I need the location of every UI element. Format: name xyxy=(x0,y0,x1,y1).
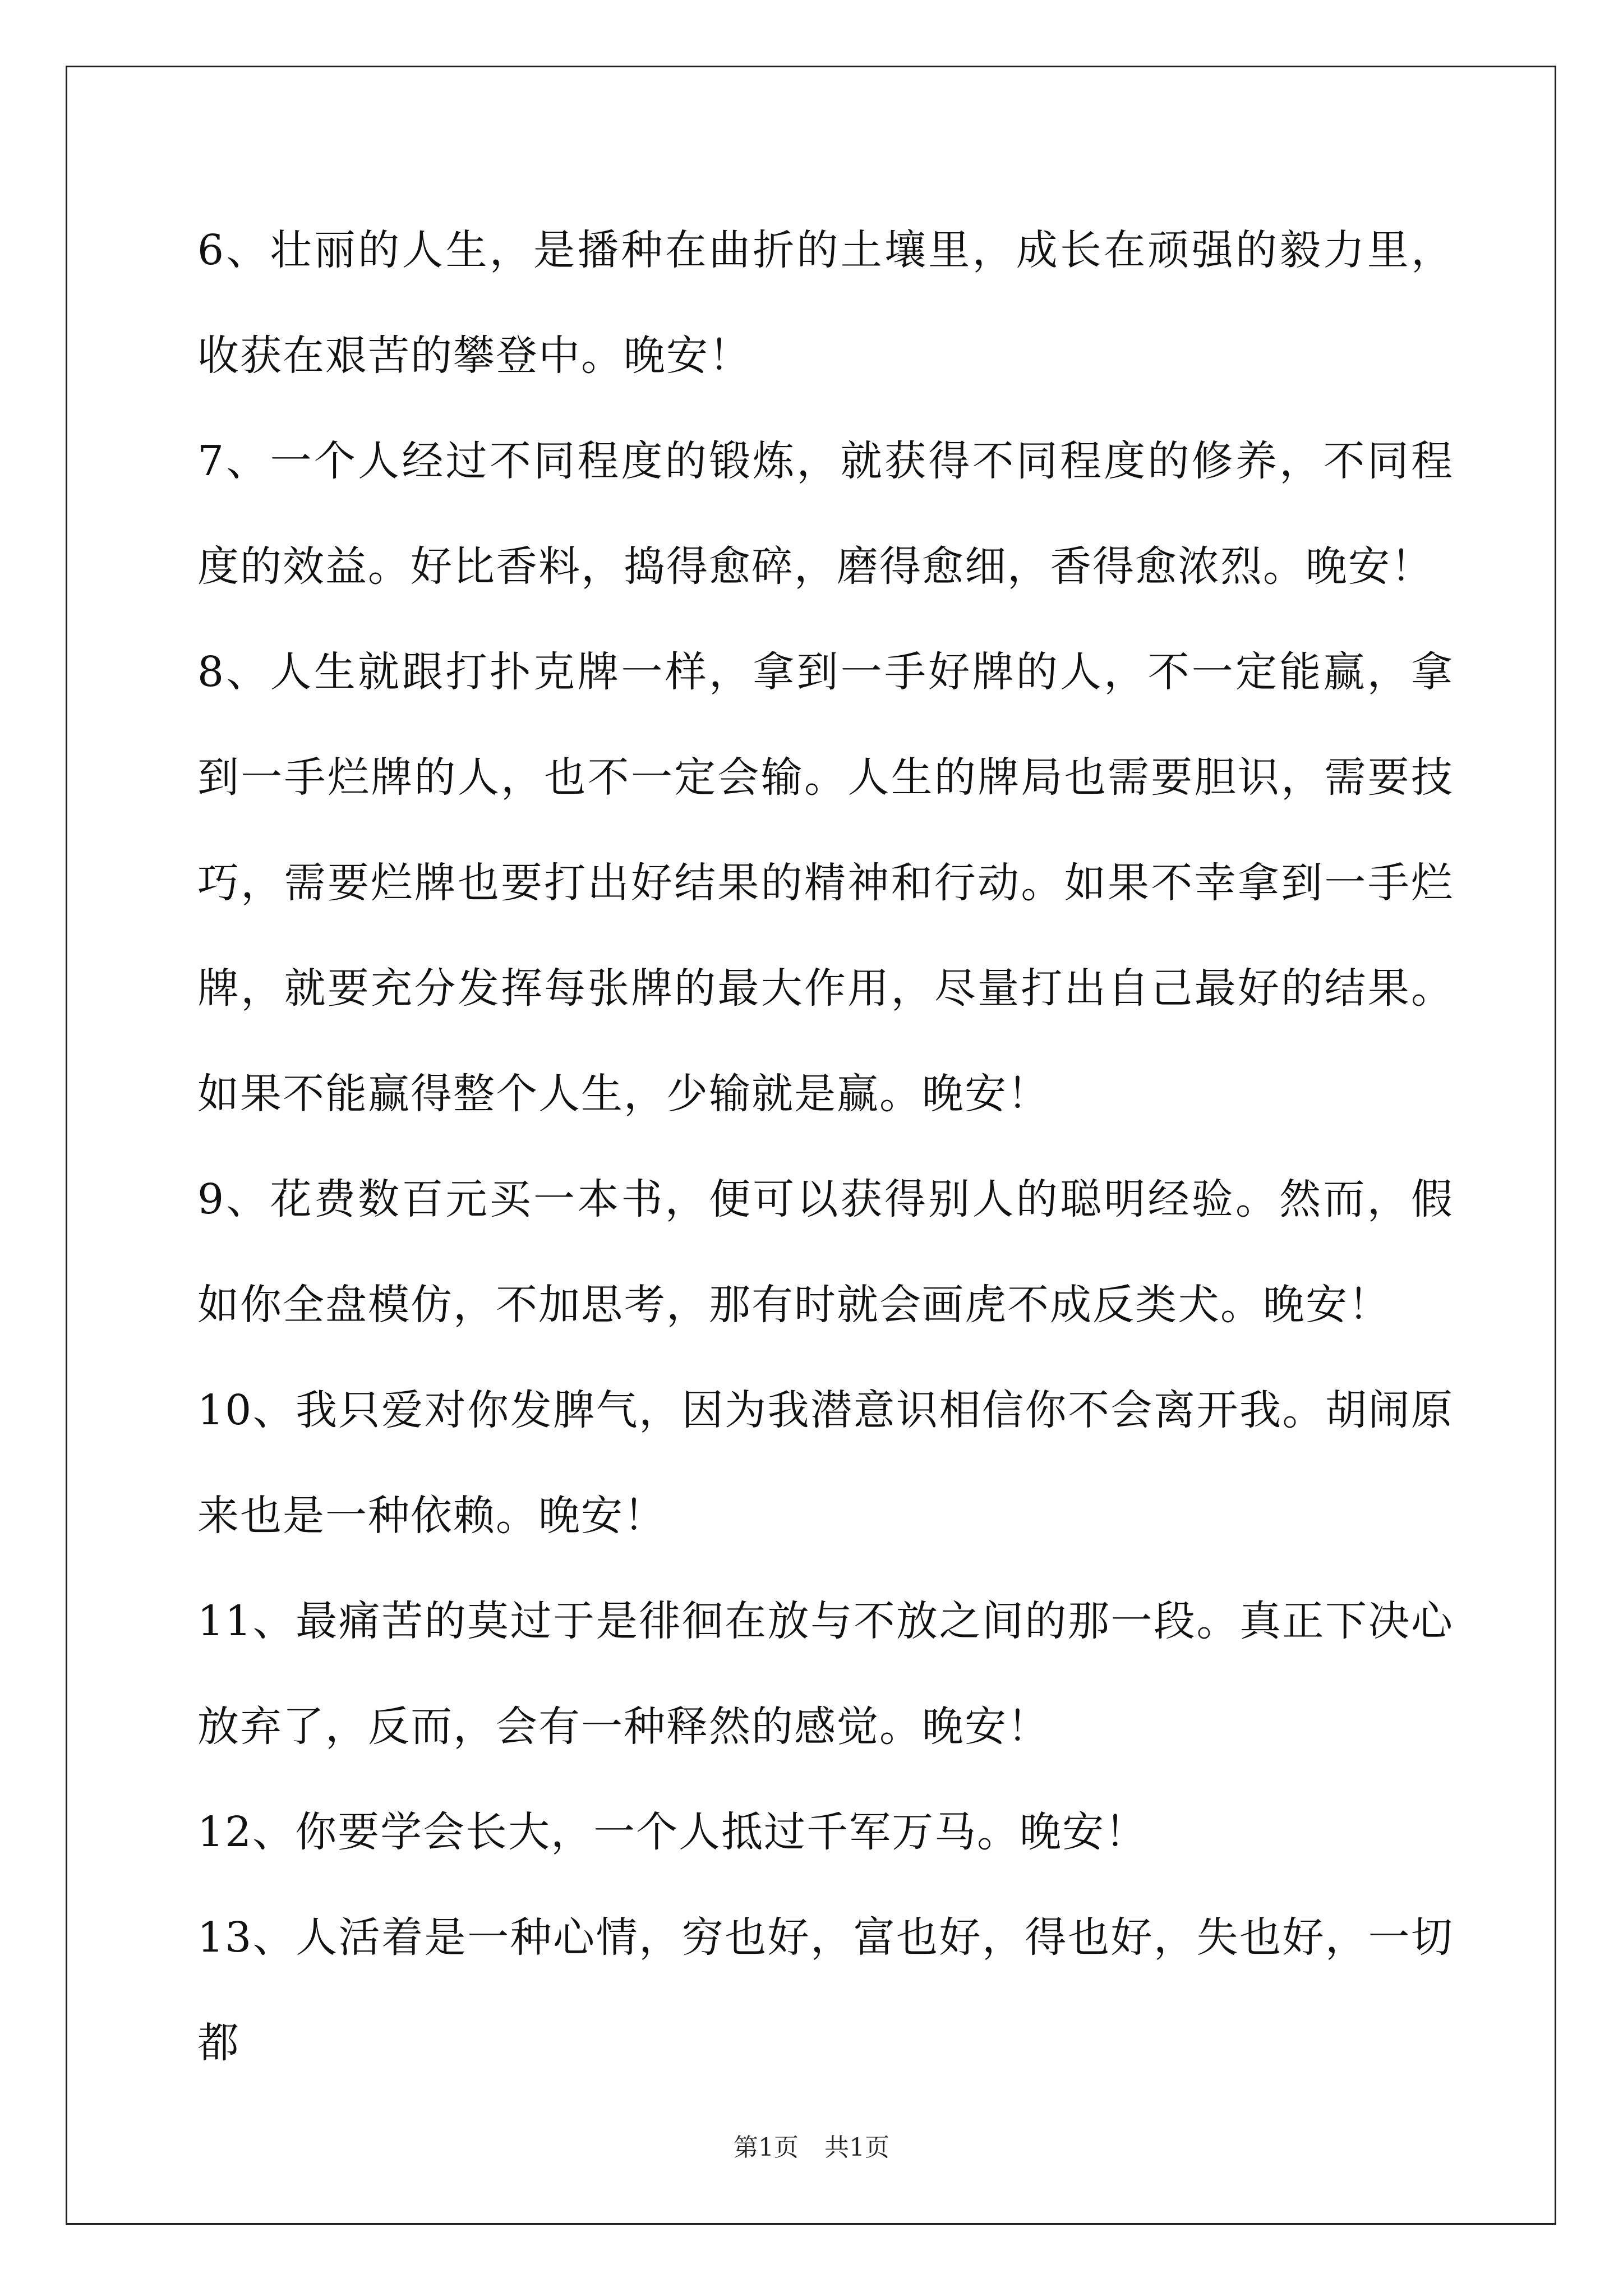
paragraph-11: 11、最痛苦的莫过于是徘徊在放与不放之间的那一段。真正下决心放弃了，反而，会有一种释然的感觉。晚安！ xyxy=(197,1597,1454,1751)
paragraph-9: 9、花费数百元买一本书，便可以获得别人的聪明经验。然而，假如你全盘模仿，不加思考，那有时就会画虎不成反类犬。晚安！ xyxy=(197,1175,1454,1329)
paragraph-8: 8、人生就跟打扑克牌一样，拿到一手好牌的人，不一定能赢，拿到一手烂牌的人，也不一定会输。人生的牌局也需要胆识，需要技巧，需要烂牌也要打出好结果的精神和行动。如果不幸拿到一手烂牌，就要充分发挥每张牌的最大作用，尽量打出自己最好的结果。如果不能赢得整个人生，少输就是赢。晚安！ xyxy=(197,648,1454,1118)
paragraph-12: 12、你要学会长大，一个人抵过千军万马。晚安！ xyxy=(197,1808,1148,1856)
paragraph-10: 10、我只爱对你发脾气，因为我潜意识相信你不会离开我。胡闹原来也是一种依赖。晚安！ xyxy=(197,1386,1454,1540)
page-number-current: 第1页 xyxy=(734,2133,799,2162)
document-body xyxy=(197,197,1454,2096)
paragraph-7: 7、一个人经过不同程度的锻炼，就获得不同程度的修养，不同程度的效益。好比香料，捣得愈碎，磨得愈细，香得愈浓烈。晚安！ xyxy=(197,437,1454,591)
paragraph-13: 13、人活着是一种心情，穷也好，富也好，得也好，失也好，一切都 xyxy=(197,1913,1454,2067)
page-number-total: 共1页 xyxy=(824,2133,889,2162)
paragraph-6: 6、壮丽的人生，是播种在曲折的土壤里，成长在顽强的毅力里，收获在艰苦的攀登中。晚安！ xyxy=(197,226,1454,380)
page-footer xyxy=(0,2127,1623,2163)
